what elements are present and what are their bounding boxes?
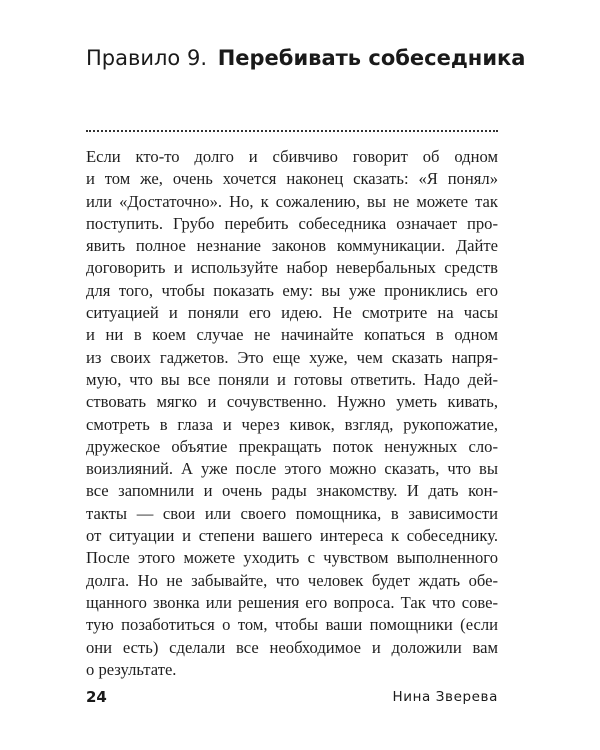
text-line: тую позаботиться о том, чтобы ваши помощники (если (86, 615, 498, 635)
text-line: договорить и используйте набор невербальных средств (86, 258, 498, 278)
text-line: ствовать мягко и сочувственно. Нужно уметь кивать, (86, 392, 498, 412)
text-line: из своих гаджетов. Это еще хуже, чем сказать напря- (86, 347, 498, 367)
text-line: После этого можете уходить с чувством выполненного (86, 548, 498, 568)
text-line: Если кто-то долго и сбивчиво говорит об одном (86, 147, 498, 166)
text-line: они есть) сделали все необходимое и доложили вам (86, 637, 498, 657)
text-line: от ситуации и степени вашего интереса к собеседнику. (86, 526, 498, 546)
text-line: дружеское объятие прекращать поток ненужных сло- (86, 436, 498, 456)
text-line: воизлияний. А уже после этого можно сказать, что вы (86, 459, 498, 479)
chapter-heading (86, 46, 525, 70)
text-line: щанного звонка или решения его вопроса. Так что сове- (86, 592, 498, 612)
text-line: поступить. Грубо перебить собеседника означает про- (86, 213, 498, 233)
text-line: долга. Но не забывайте, что человек будет ждать обе- (86, 570, 498, 590)
text-line: ситуацией и поняли его идею. Не смотрите на часы (86, 303, 498, 323)
text-line: мую, что вы все поняли и готовы ответить. Надо дей- (86, 369, 498, 389)
text-line: или «Достаточно». Но, к сожалению, вы не можете так (86, 191, 498, 211)
text-line: для того, чтобы показать ему: вы уже прониклись его (86, 280, 498, 300)
dotted-divider (86, 130, 498, 132)
text-line: о результате. (86, 659, 177, 679)
text-line: и ни в коем случае не начинайте копаться в одном (86, 325, 498, 345)
text-line: смотреть в глаза и через кивок, взгляд, рукопожатие, (86, 414, 498, 434)
text-line: все запомнили и очень рады знакомству. И дать кон- (86, 481, 498, 501)
body-paragraph (86, 146, 498, 681)
author-name: Нина Зверева (392, 689, 498, 705)
page-number: 24 (86, 688, 107, 706)
rule-title: Перебивать собеседника (217, 46, 526, 70)
text-line: такты — свои или своего помощника, в зависимости (86, 503, 498, 523)
text-line: явить полное незнание законов коммуникации. Дайте (86, 236, 498, 256)
rule-number: Правило 9. (86, 46, 207, 70)
text-line: и том же, очень хочется наконец сказать: «Я понял» (86, 169, 498, 189)
